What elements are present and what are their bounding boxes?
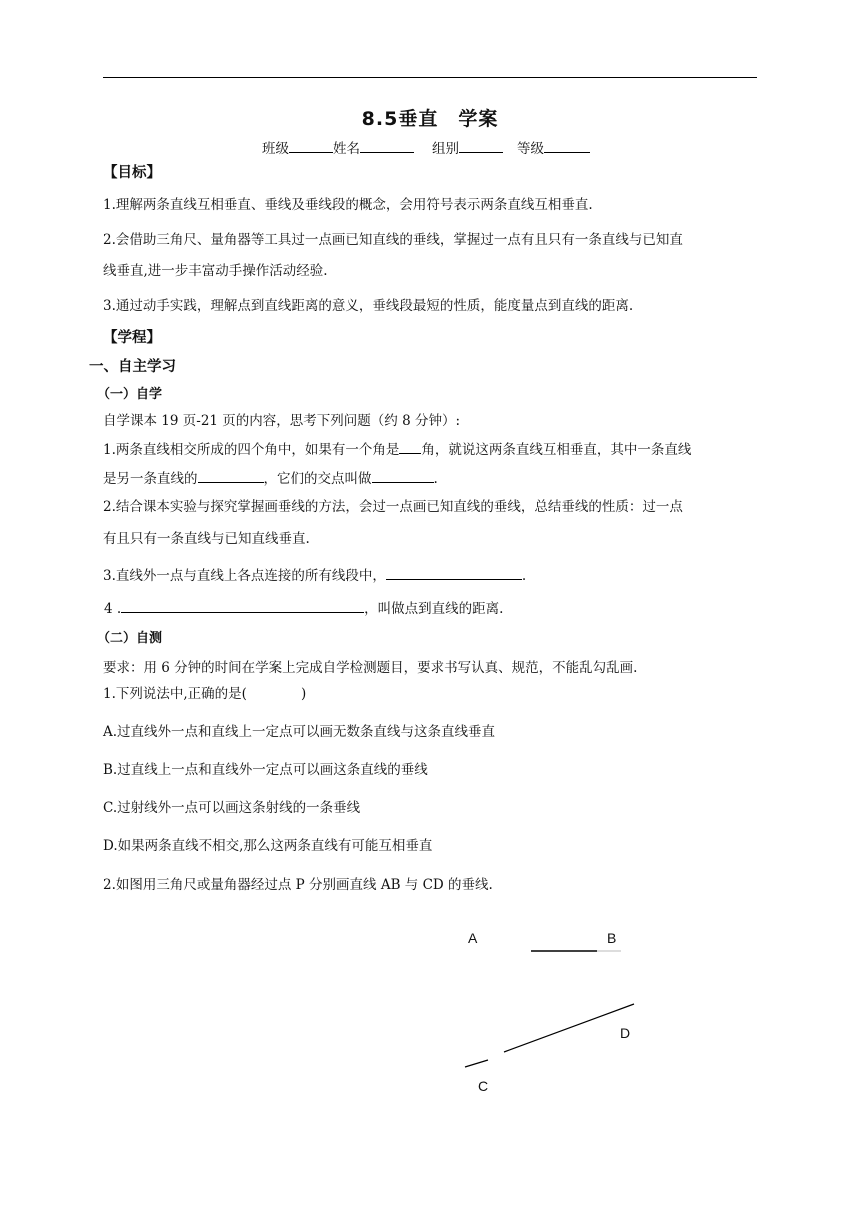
page-title: 8.5垂直 学案 (361, 108, 499, 130)
line-cd-upper (504, 1004, 634, 1052)
subsection-self-test: （二）自测 (97, 631, 163, 646)
q1-text-c: 是另一条直线的 (103, 471, 198, 487)
self-test-requirement: 要求：用 6 分钟的时间在学案上完成自学检测题目，要求书写认真、规范，不能乱勾乱画. (103, 660, 638, 676)
goal-item-3: 3.通过动手实践，理解点到直线距离的意义，垂线段最短的性质，能度量点到直线的距离. (103, 298, 634, 314)
q1-text-d: ，它们的交点叫做 (263, 471, 372, 487)
point-b-label: B (607, 930, 617, 946)
goal-item-2: 2.会借助三角尺、量角器等工具过一点画已知直线的垂线，掌握过一点有且只有一条直线与已知直 (103, 232, 683, 248)
question-2-line-1: 2.结合课本实验与探究掌握画垂线的方法，会过一点画已知直线的垂线，总结垂线的性质：过一点 (103, 499, 683, 515)
q1-text-b: 角，就说这两条直线互相垂直，其中一条直线 (421, 442, 692, 458)
option-b: B.过直线上一点和直线外一定点可以画这条直线的垂线 (103, 762, 428, 778)
goal-item-1: 1.理解两条直线互相垂直、垂线及垂线段的概念，会用符号表示两条直线互相垂直. (103, 197, 593, 213)
option-c: C.过射线外一点可以画这条射线的一条垂线 (103, 800, 361, 816)
point-c-label: C (478, 1078, 489, 1094)
q4-text: 4 . (104, 601, 122, 617)
group-label: 组别 (432, 141, 459, 157)
name-label: 姓名 (333, 141, 360, 157)
grade-label: 等级 (517, 141, 544, 157)
point-a-label: A (468, 930, 478, 946)
q3-text: 3.直线外一点与直线上各点连接的所有线段中， (103, 568, 386, 584)
q1-text-e: . (433, 471, 438, 487)
option-a: A.过直线外一点和直线上一定点可以画无数条直线与这条直线垂直 (103, 724, 496, 740)
q3-text-end: . (521, 568, 527, 584)
q1-text-a: 1.两条直线相交所成的四个角中，如果有一个角是 (103, 442, 400, 458)
goals-heading: 【目标】 (103, 165, 161, 181)
point-d-label: D (620, 1025, 631, 1041)
class-label: 班级 (262, 141, 289, 157)
process-heading: 【学程】 (103, 330, 161, 346)
q4-text-end: ，叫做点到直线的距离. (364, 601, 504, 617)
question-2-line-2: 有且只有一条直线与已知直线垂直. (103, 531, 310, 547)
option-d: D.如果两条直线不相交,那么这两条直线有可能互相垂直 (103, 838, 433, 854)
goal-item-2-cont: 线垂直,进一步丰富动手操作活动经验. (103, 263, 328, 279)
self-study-intro: 自学课本 19 页-21 页的内容，思考下列问题（约 8 分钟）: (103, 413, 461, 429)
test-question-2: 2.如图用三角尺或量角器经过点 P 分别画直线 AB 与 CD 的垂线. (103, 877, 493, 893)
line-cd-lower (465, 1060, 488, 1067)
section-heading: 一、自主学习 (89, 359, 176, 375)
subsection-self-study: （一）自学 (97, 387, 163, 402)
test-question-1: 1.下列说法中,正确的是( ) (103, 686, 307, 702)
